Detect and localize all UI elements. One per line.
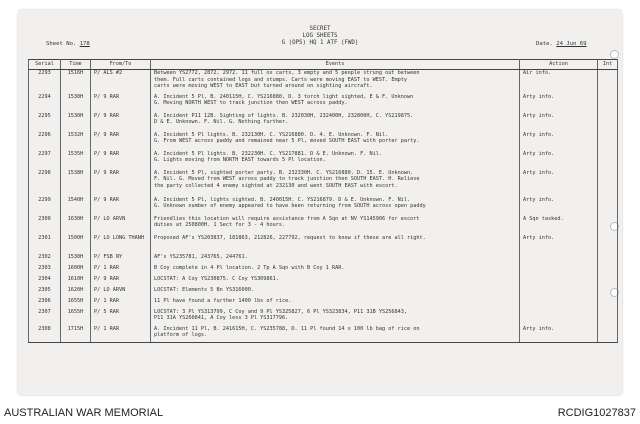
from-to-cell: P/ 1 RAR: [91, 265, 151, 276]
from-to-cell: P/ 9 RAR: [91, 151, 151, 170]
classification-secret: SECRET: [309, 26, 331, 32]
time-cell: 1530H: [61, 94, 91, 113]
time-cell: 1715H: [61, 326, 91, 343]
event-line: LOCSTAT: A Coy YS230875. C Coy YS309861.: [154, 275, 279, 282]
event-line: LOCSTAT: 3 Pl YS313799, C Coy and 9 Pl YS325827, 6 Pl YS323834, P11 31B YS256843,: [154, 308, 407, 315]
event-line: G. Unknown number of enemy appeared to have been returning from SOUTH across open paddy: [154, 203, 426, 210]
time-cell: 1600H: [61, 265, 91, 276]
sheet-label: Sheet No.: [46, 41, 77, 47]
event-line: 11 Pl have found a further 1400 lbs of rice.: [154, 297, 292, 304]
from-to-cell: P/ 1 RAR: [91, 298, 151, 309]
int-cell: [598, 216, 618, 235]
table-row: [29, 94, 618, 113]
action-cell: Arty info.: [520, 197, 598, 216]
action-cell: [520, 287, 598, 298]
table-row: [29, 170, 618, 197]
serial-cell: 2302: [29, 254, 61, 265]
action-cell: Arty info.: [520, 94, 598, 113]
from-to-cell: P/ 9 RAR: [91, 276, 151, 287]
footer-id: RCDIG1027837: [557, 407, 636, 419]
time-cell: 1538H: [61, 170, 91, 197]
event-line: G. From WEST across paddy and remained near 5 Pl, moved SOUTH EAST with porter party.: [154, 138, 420, 145]
serial-cell: 2306: [29, 298, 61, 309]
events-cell: [151, 151, 520, 170]
table-row: [29, 298, 618, 309]
time-cell: 1500H: [61, 235, 91, 254]
serial-cell: 2298: [29, 170, 61, 197]
from-to-cell: P/ LO ARVN: [91, 287, 151, 298]
int-cell: [598, 70, 618, 94]
col-events: Events: [151, 60, 520, 70]
action-cell: Arty info.: [520, 170, 598, 197]
table-row: [29, 132, 618, 151]
col-action: Action: [520, 60, 598, 70]
from-to-cell: P/ 9 RAR: [91, 113, 151, 132]
event-line: B Coy complete in 4 Pl location. 2 Tp A Sqn with B Coy 1 RAR.: [154, 264, 345, 271]
table-row: [29, 287, 618, 298]
event-line: G. Moving NORTH WEST to track junction then WEST across paddy.: [154, 100, 348, 107]
events-cell: [151, 216, 520, 235]
date-label: Date: [536, 41, 550, 47]
int-cell: [598, 151, 618, 170]
int-cell: [598, 298, 618, 309]
serial-cell: 2308: [29, 326, 61, 343]
action-cell: Arty info.: [520, 151, 598, 170]
serial-cell: 2296: [29, 132, 61, 151]
time-cell: 1540H: [61, 197, 91, 216]
serial-cell: 2301: [29, 235, 61, 254]
action-cell: Arty info.: [520, 235, 598, 254]
serial-cell: 2305: [29, 287, 61, 298]
event-line: LOCSTAT: Elements 5 Bn YS316000.: [154, 286, 254, 293]
from-to-cell: P/ ALS #2: [91, 70, 151, 94]
event-line: A. Incident 5 Pl lights. B. 232230H. C. YS217881. D & E. Unknown. F. Nil.: [154, 150, 382, 157]
from-to-cell: P/ FSB NY: [91, 254, 151, 265]
col-serial: Serial: [29, 60, 61, 70]
time-cell: 1530H: [61, 113, 91, 132]
col-from-to: From/To: [91, 60, 151, 70]
event-line: A. Incident 5 Pl, B. 240115H, C. YS216880, D. 3 torch light sighted, E & F. Unknown: [154, 93, 414, 100]
int-cell: [598, 254, 618, 265]
log-sheets-title: LOG SHEETS: [302, 33, 338, 39]
action-cell: [520, 254, 598, 265]
from-to-cell: P/ 9 RAR: [91, 197, 151, 216]
int-cell: [598, 132, 618, 151]
event-line: Between YS2772, 2872, 2972. 11 full ox carts, 3 empty and 5 people strung out between: [154, 70, 420, 76]
date-value: 24 Jun 69: [556, 41, 587, 47]
table-row: [29, 326, 618, 343]
event-line: D & E. Unknown. F. Nil. G. Nothing further.: [154, 119, 289, 126]
int-cell: [598, 287, 618, 298]
event-line: carts were moving WEST to EAST but turned around on sighting aircraft.: [154, 83, 373, 90]
int-cell: [598, 235, 618, 254]
action-cell: [520, 298, 598, 309]
sheet-number: [46, 41, 90, 47]
events-cell: [151, 326, 520, 343]
events-cell: [151, 276, 520, 287]
events-cell: [151, 94, 520, 113]
sheet-value: 178: [79, 41, 90, 47]
serial-cell: 2297: [29, 151, 61, 170]
from-to-cell: P/ 9 RAR: [91, 132, 151, 151]
table-row: [29, 70, 618, 94]
table-row: [29, 265, 618, 276]
events-cell: [151, 70, 520, 94]
event-line: A. Incident 11 Pl, B. 241615H, C. YS235788, D. 11 Pl found 14 x 100 lb bag of rice on: [154, 325, 420, 332]
event-line: F. Nil. G. Moved from WEST across paddy to track junction then SOUTH EAST. H. Relieve: [154, 176, 420, 183]
event-line: platform of logs.: [154, 332, 208, 339]
int-cell: [598, 309, 618, 326]
int-cell: [598, 276, 618, 287]
table-row: [29, 113, 618, 132]
event-line: duties at 250800H. 1 Sect for 3 - 4 hours.: [154, 222, 286, 229]
time-cell: 1630H: [61, 216, 91, 235]
events-cell: [151, 287, 520, 298]
serial-cell: 2293: [29, 70, 61, 94]
serial-cell: 2307: [29, 309, 61, 326]
table-header-row: [29, 60, 618, 70]
event-line: A. Incident 5 Pl, sighted porter party. B. 232330H. C. YS216880. D. 15. E. Unknown.: [154, 169, 414, 176]
int-cell: [598, 326, 618, 343]
unit-title: G (OPS) HQ 1 ATF (FWD): [281, 40, 359, 46]
table-row: [29, 254, 618, 265]
int-cell: [598, 113, 618, 132]
events-cell: [151, 170, 520, 197]
col-int: Int: [598, 60, 618, 70]
int-cell: [598, 265, 618, 276]
time-cell: 1610H: [61, 276, 91, 287]
event-line: the party collected 4 enemy sighted at 232130 and went SOUTH EAST with escort.: [154, 182, 398, 189]
table-row: [29, 276, 618, 287]
time-cell: 1620H: [61, 287, 91, 298]
from-to-cell: P/ 1 RAR: [91, 326, 151, 343]
time-cell: 1530H: [61, 254, 91, 265]
events-cell: [151, 254, 520, 265]
action-cell: [520, 309, 598, 326]
int-cell: [598, 94, 618, 113]
events-cell: [151, 298, 520, 309]
events-cell: [151, 132, 520, 151]
table-row: [29, 216, 618, 235]
time-cell: 1535H: [61, 151, 91, 170]
from-to-cell: P/ 9 RAR: [91, 94, 151, 113]
event-line: A. Incident 5 Pl lights. B. 232130H. C. YS216880. D. 4. E. Unknown. F. Nil.: [154, 131, 389, 138]
action-cell: A Sqn tasked.: [520, 216, 598, 235]
event-line: Friendlies this location will require assistance from A Sqn at NV YS145906 for escort: [154, 215, 420, 222]
table-row: [29, 235, 618, 254]
serial-cell: 2300: [29, 216, 61, 235]
serial-cell: 2303: [29, 265, 61, 276]
action-cell: Arty info.: [520, 113, 598, 132]
punch-hole: [610, 50, 619, 59]
events-cell: [151, 265, 520, 276]
event-line: A. Incident P11 12B. Sighting of lights. B. 232030H, 232400H, 232800H, C. YS219875.: [154, 112, 414, 119]
sheet-date: Date. 24 Jun 69: [536, 41, 587, 47]
event-line: G. Lights moving from NORTH EAST towards 5 Pl location.: [154, 157, 326, 164]
from-to-cell: P/ LO ARVN: [91, 216, 151, 235]
log-table: [28, 59, 618, 343]
time-cell: 1655H: [61, 298, 91, 309]
action-cell: Arty info.: [520, 132, 598, 151]
action-cell: [520, 265, 598, 276]
time-cell: 1516H: [61, 70, 91, 94]
action-cell: [520, 276, 598, 287]
time-cell: 1655H: [61, 309, 91, 326]
col-time: Time: [61, 60, 91, 70]
table-row: [29, 151, 618, 170]
event-line: A. Incident 5 Pl, lights sighted. B. 240015H. C. YS216879. D & E. Unknown. F. Nil.: [154, 196, 411, 203]
time-cell: 1532H: [61, 132, 91, 151]
events-cell: [151, 113, 520, 132]
events-cell: [151, 235, 520, 254]
event-line: P11 31A YS260841, A Coy less 3 Pl YS317796.: [154, 315, 289, 322]
event-line: Proposed AF's YS203837, 181863, 212826, 227792, request to know if these are all right.: [154, 234, 426, 241]
from-to-cell: P/ 5 RAR: [91, 309, 151, 326]
int-cell: [598, 170, 618, 197]
action-cell: Air info.: [520, 70, 598, 94]
events-cell: [151, 197, 520, 216]
log-body: [29, 70, 618, 343]
event-line: them. Full carts contained logs and stumps. Carts were moving EAST to WEST. Empty: [154, 76, 407, 83]
from-to-cell: P/ LO LONG THANH: [91, 235, 151, 254]
serial-cell: 2299: [29, 197, 61, 216]
serial-cell: 2294: [29, 94, 61, 113]
serial-cell: 2304: [29, 276, 61, 287]
table-row: [29, 197, 618, 216]
event-line: AF's YS235781, 243765, 244761.: [154, 253, 248, 260]
serial-cell: 2295: [29, 113, 61, 132]
footer-source: AUSTRALIAN WAR MEMORIAL: [4, 407, 164, 419]
table-row: [29, 309, 618, 326]
events-cell: [151, 309, 520, 326]
int-cell: [598, 197, 618, 216]
from-to-cell: P/ 9 RAR: [91, 170, 151, 197]
action-cell: Arty info.: [520, 326, 598, 343]
